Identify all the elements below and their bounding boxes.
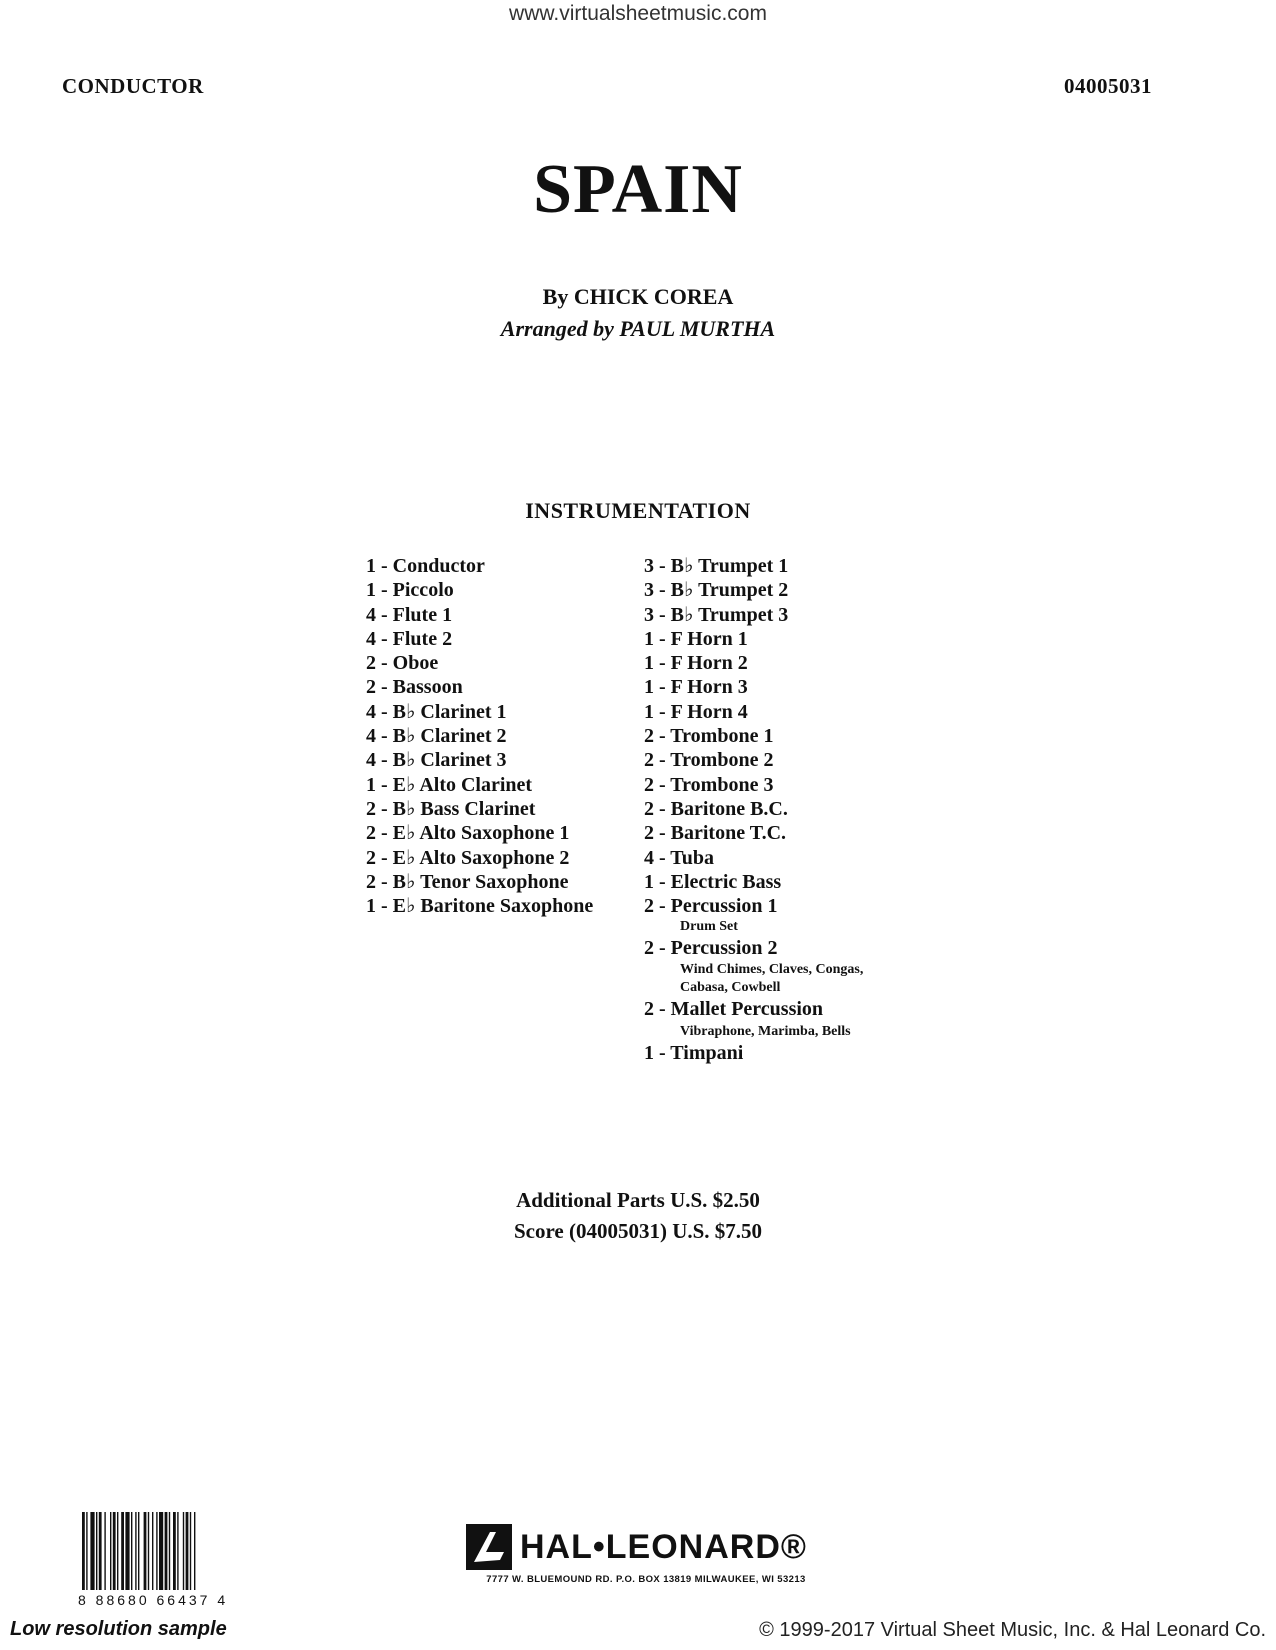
instrument-item: 4 - B♭ Clarinet 2 (366, 725, 507, 748)
low-resolution-notice: Low resolution sample (10, 1618, 227, 1640)
instrument-detail: Vibraphone, Marimba, Bells (680, 1024, 851, 1040)
composer-credit: By CHICK COREA (542, 284, 734, 309)
instrument-item: 2 - Trombone 3 (644, 773, 774, 796)
instrument-item: 2 - B♭ Tenor Saxophone (366, 870, 569, 893)
score-title: SPAIN (533, 151, 743, 228)
instrument-list-left (366, 554, 593, 918)
catalog-number: 04005031 (1064, 74, 1152, 98)
instrument-item: 1 - E♭ Alto Clarinet (366, 773, 533, 796)
instrument-detail: Wind Chimes, Claves, Congas, (680, 961, 864, 977)
barcode-image (80, 1512, 276, 1592)
instrument-item: 1 - Timpani (644, 1042, 744, 1065)
score-price: Score (04005031) U.S. $7.50 (513, 1219, 763, 1243)
instrument-item: 4 - Tuba (644, 846, 715, 869)
instrument-item: 2 - E♭ Alto Saxophone 1 (366, 822, 570, 845)
instrument-item: 4 - Flute 1 (366, 603, 453, 626)
instrument-item: 1 - Piccolo (366, 579, 454, 602)
instrument-item: 2 - Percussion 2 (644, 937, 778, 960)
instrument-item: 1 - F Horn 4 (644, 700, 748, 723)
instrument-item: 2 - Percussion 1 (644, 895, 778, 918)
copyright-notice: © 1999-2017 Virtual Sheet Music, Inc. & Hal Leonard Co. (759, 1619, 1266, 1641)
instrument-item: 4 - B♭ Clarinet 3 (366, 749, 507, 772)
instrument-item: 2 - Oboe (366, 652, 439, 675)
instrument-detail: Drum Set (680, 919, 738, 935)
instrument-item: 2 - Baritone B.C. (644, 797, 788, 820)
instrument-item: 4 - B♭ Clarinet 1 (366, 700, 507, 723)
instrument-item: 1 - F Horn 1 (644, 627, 748, 650)
barcode-digits: 8 88680 66437 4 (78, 1592, 229, 1608)
instrument-item: 1 - F Horn 2 (644, 652, 748, 675)
instrument-item: 1 - Conductor (366, 555, 485, 577)
instrument-item: 2 - Mallet Percussion (644, 997, 824, 1020)
instrument-item: 2 - Baritone T.C. (644, 822, 787, 845)
instrument-item: 3 - B♭ Trumpet 1 (644, 555, 789, 577)
instrument-item: 2 - Trombone 2 (644, 749, 774, 772)
part-name: CONDUCTOR (62, 74, 204, 98)
instrument-item: 2 - E♭ Alto Saxophone 2 (366, 846, 570, 869)
instrument-item: 2 - Trombone 1 (644, 725, 774, 748)
publisher-address: 7777 W. BLUEMOUND RD. P.O. BOX 13819 MILWAUKEE, WI 53213 (486, 1574, 806, 1585)
instrument-item: 2 - B♭ Bass Clarinet (366, 797, 536, 820)
instrument-item: 3 - B♭ Trumpet 3 (644, 603, 789, 626)
instrument-item: 4 - Flute 2 (366, 627, 453, 650)
instrumentation-heading: INSTRUMENTATION (525, 498, 751, 523)
instrument-item: 2 - Bassoon (366, 676, 463, 699)
additional-parts-price: Additional Parts U.S. $2.50 (516, 1188, 760, 1212)
instrument-item: 1 - F Horn 3 (644, 676, 748, 699)
arranger-credit: Arranged by PAUL MURTHA (500, 316, 776, 341)
site-url[interactable]: www.virtualsheetmusic.com (509, 2, 767, 25)
instrument-item: 1 - E♭ Baritone Saxophone (366, 895, 594, 918)
instrument-detail: Cabasa, Cowbell (680, 979, 781, 995)
publisher-name: HAL•LEONARD® (520, 1528, 807, 1566)
instrument-item: 1 - Electric Bass (644, 870, 782, 893)
instrument-item: 3 - B♭ Trumpet 2 (644, 579, 789, 602)
instrument-list-right (644, 554, 863, 1065)
